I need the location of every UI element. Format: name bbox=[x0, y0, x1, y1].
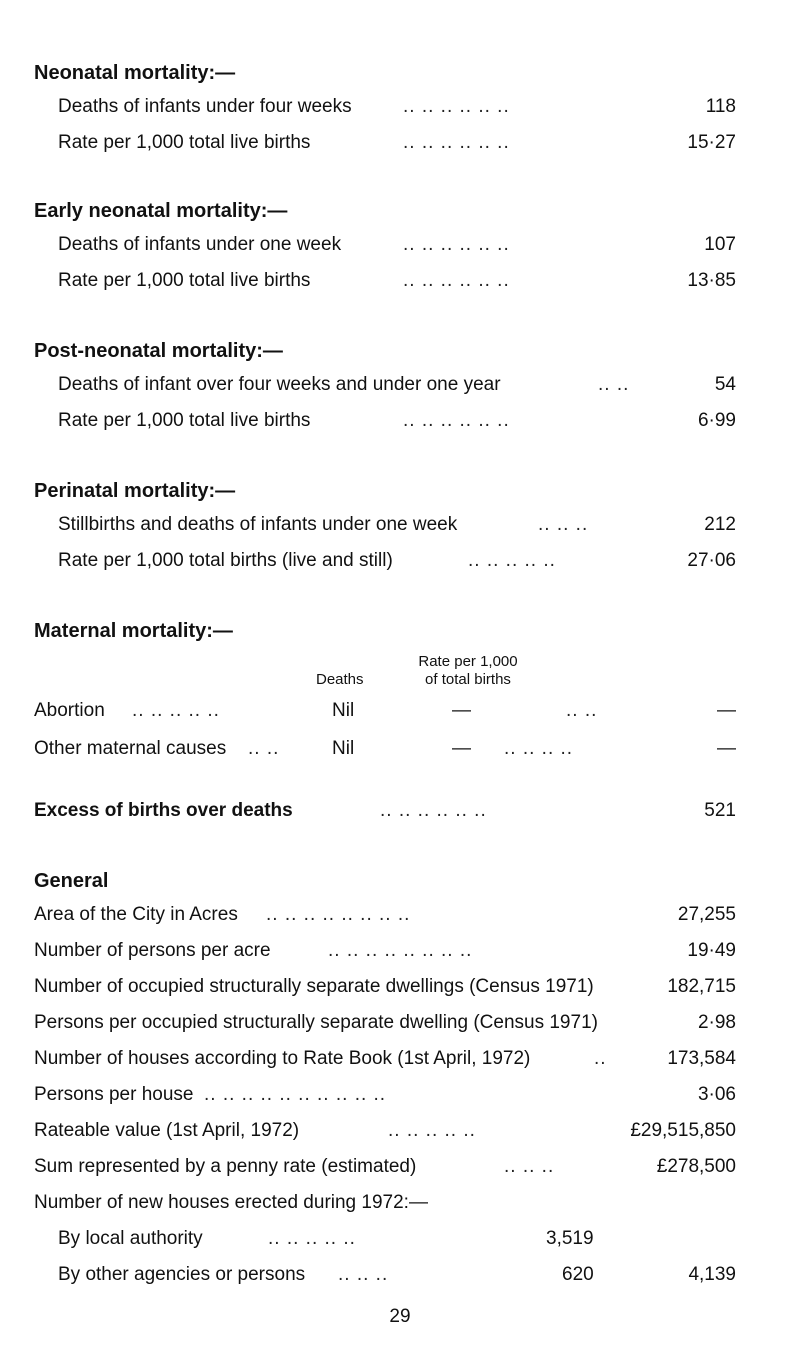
leader-dots: .. .. .. .. .. .. bbox=[403, 96, 510, 117]
neonatal-deaths-row bbox=[58, 96, 736, 124]
row-label: Stillbirths and deaths of infants under one week bbox=[58, 514, 458, 535]
deaths-value: Nil bbox=[332, 738, 355, 759]
early-neonatal-deaths-row bbox=[58, 234, 736, 262]
perinatal-rate-row bbox=[58, 550, 736, 578]
leader-dots: .. .. .. .. .. .. .. .. .. .. bbox=[204, 1084, 387, 1105]
row-value: £278,500 bbox=[656, 1156, 736, 1177]
leader-dots: .. .. .. .. .. .. bbox=[403, 132, 510, 153]
local-authority-value: 3,519 bbox=[546, 1228, 594, 1249]
leader-dots: .. .. .. .. .. .. .. .. bbox=[266, 904, 411, 925]
maternal-abortion-row bbox=[34, 700, 736, 728]
row-value: 13·85 bbox=[687, 270, 736, 291]
general-houses-row bbox=[34, 1048, 736, 1076]
leader-dots: .. bbox=[594, 1048, 607, 1069]
row-label: Number of occupied structurally separate dwellings (Census 1971) bbox=[34, 976, 594, 997]
general-heading: General bbox=[34, 870, 109, 892]
neonatal-heading: Neonatal mortality:— bbox=[34, 62, 236, 84]
row-label: Rate per 1,000 total live births bbox=[58, 410, 311, 431]
row-value: £29,515,850 bbox=[630, 1120, 736, 1141]
general-dwellings-row bbox=[34, 976, 736, 1004]
excess-births-row bbox=[34, 800, 736, 828]
general-rateable-value-row bbox=[34, 1120, 736, 1148]
row-value: 27·06 bbox=[687, 550, 736, 571]
post-neonatal-heading: Post-neonatal mortality:— bbox=[34, 340, 283, 362]
row-label: Rate per 1,000 total births (live and still) bbox=[58, 550, 393, 571]
rate-column-header-line2: of total births bbox=[425, 671, 511, 688]
maternal-heading: Maternal mortality:— bbox=[34, 620, 233, 642]
row-label: Area of the City in Acres bbox=[34, 904, 238, 925]
general-persons-per-house-row bbox=[34, 1084, 736, 1112]
leader-dots: .. .. .. .. .. .. .. .. bbox=[328, 940, 473, 961]
row-value: 54 bbox=[714, 374, 736, 395]
row-label: Deaths of infants under four weeks bbox=[58, 96, 352, 117]
row-label: Excess of births over deaths bbox=[34, 800, 293, 821]
row-value: 2·98 bbox=[697, 1012, 736, 1033]
general-other-agencies-row bbox=[58, 1264, 736, 1292]
row-value: 15·27 bbox=[687, 132, 736, 153]
post-neonatal-rate-row bbox=[58, 410, 736, 438]
rate-column-header-line1: Rate per 1,000 bbox=[418, 653, 518, 670]
leader-dots: .. .. .. .. .. bbox=[268, 1228, 356, 1249]
row-value: 107 bbox=[704, 234, 736, 255]
leader-dots: .. .. .. .. bbox=[504, 738, 574, 759]
rate-value: — bbox=[452, 700, 471, 721]
leader-dots: .. .. .. .. .. bbox=[132, 700, 220, 721]
leader-dots: .. .. bbox=[598, 374, 630, 395]
row-label: Persons per house bbox=[34, 1084, 194, 1105]
row-label: Deaths of infants under one week bbox=[58, 234, 342, 255]
row-value: 182,715 bbox=[667, 976, 736, 997]
general-penny-rate-row bbox=[34, 1156, 736, 1184]
deaths-column-header: Deaths bbox=[316, 671, 364, 688]
other-agencies-value: 620 bbox=[562, 1264, 594, 1285]
row-value: — bbox=[717, 738, 736, 759]
row-value: — bbox=[717, 700, 736, 721]
row-value: 521 bbox=[704, 800, 736, 821]
deaths-value: Nil bbox=[332, 700, 355, 721]
row-label: Persons per occupied structurally separate dwelling (Census 1971) bbox=[34, 1012, 598, 1033]
leader-dots: .. .. .. bbox=[504, 1156, 555, 1177]
perinatal-deaths-row bbox=[58, 514, 736, 542]
early-neonatal-heading: Early neonatal mortality:— bbox=[34, 200, 288, 222]
row-value: 6·99 bbox=[697, 410, 736, 431]
general-area-row bbox=[34, 904, 736, 932]
leader-dots: .. .. .. .. .. .. bbox=[380, 800, 487, 821]
row-label: Number of persons per acre bbox=[34, 940, 271, 961]
row-value: 27,255 bbox=[677, 904, 736, 925]
leader-dots: .. .. .. .. .. .. bbox=[403, 410, 510, 431]
leader-dots: .. .. .. .. .. .. bbox=[403, 270, 510, 291]
row-label: Number of new houses erected during 1972:— bbox=[34, 1192, 428, 1213]
rate-value: — bbox=[452, 738, 471, 759]
row-value: 19·49 bbox=[687, 940, 736, 961]
general-new-houses-row bbox=[34, 1192, 736, 1220]
page-number: 29 bbox=[389, 1306, 411, 1327]
leader-dots: .. .. .. bbox=[338, 1264, 389, 1285]
row-label: Rate per 1,000 total live births bbox=[58, 270, 311, 291]
perinatal-heading: Perinatal mortality:— bbox=[34, 480, 236, 502]
row-value: 118 bbox=[705, 96, 736, 117]
leader-dots: .. .. bbox=[248, 738, 280, 759]
leader-dots: .. .. .. .. .. bbox=[468, 550, 556, 571]
general-persons-per-dwelling-row bbox=[34, 1012, 736, 1040]
row-label: Other maternal causes bbox=[34, 738, 227, 759]
general-persons-per-acre-row bbox=[34, 940, 736, 968]
row-label: Abortion bbox=[34, 700, 105, 721]
leader-dots: .. .. bbox=[566, 700, 598, 721]
leader-dots: .. .. .. .. .. bbox=[388, 1120, 476, 1141]
row-label: By local authority bbox=[58, 1228, 203, 1249]
row-label: Sum represented by a penny rate (estimated) bbox=[34, 1156, 417, 1177]
row-label: Rateable value (1st April, 1972) bbox=[34, 1120, 300, 1141]
row-label: By other agencies or persons bbox=[58, 1264, 306, 1285]
row-label: Deaths of infant over four weeks and under one year bbox=[58, 374, 501, 395]
row-label: Rate per 1,000 total live births bbox=[58, 132, 311, 153]
leader-dots: .. .. .. bbox=[538, 514, 589, 535]
new-houses-total: 4,139 bbox=[688, 1264, 736, 1285]
row-value: 212 bbox=[704, 514, 736, 535]
general-local-authority-row bbox=[58, 1228, 736, 1256]
neonatal-rate-row bbox=[58, 132, 736, 160]
post-neonatal-deaths-row bbox=[58, 374, 736, 402]
early-neonatal-rate-row bbox=[58, 270, 736, 298]
row-value: 173,584 bbox=[667, 1048, 736, 1069]
row-label: Number of houses according to Rate Book (1st April, 1972) bbox=[34, 1048, 531, 1069]
leader-dots: .. .. .. .. .. .. bbox=[403, 234, 510, 255]
row-value: 3·06 bbox=[697, 1084, 736, 1105]
maternal-other-row bbox=[34, 738, 736, 766]
